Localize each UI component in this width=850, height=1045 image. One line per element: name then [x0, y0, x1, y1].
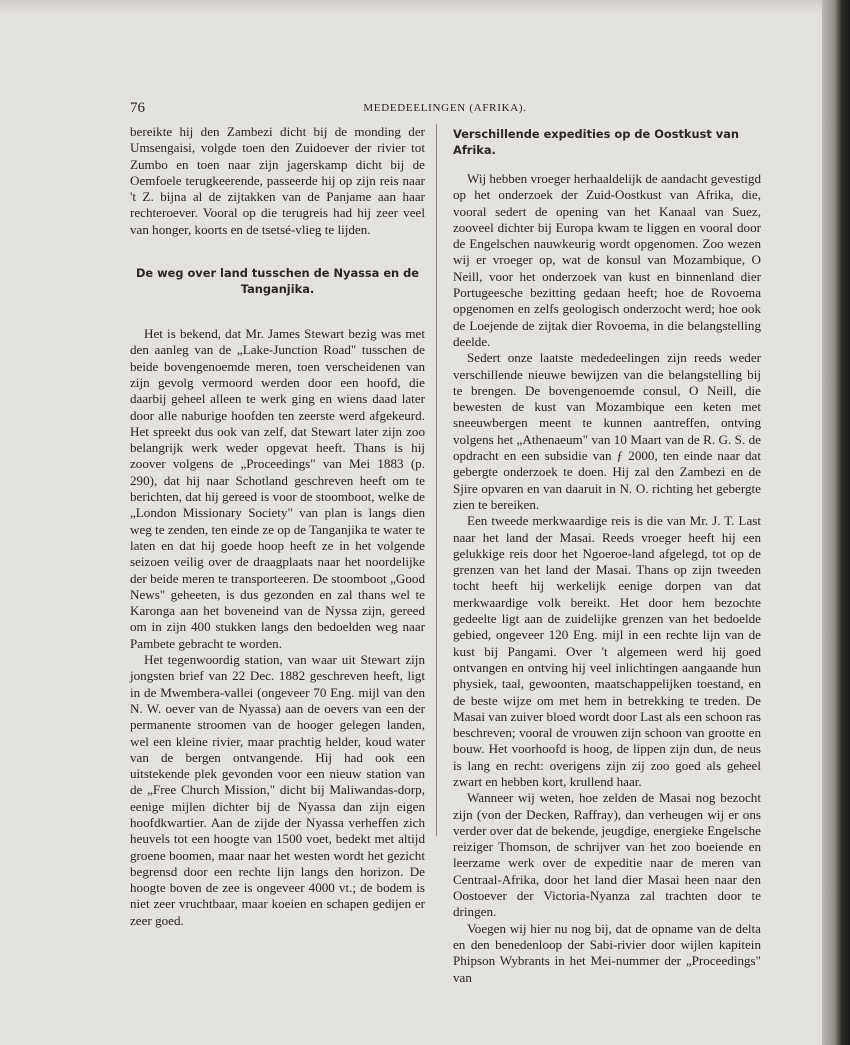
- left-intro-paragraph: bereikte hij den Zambezi dicht bij de monding der Umsengaisi, volgde toen den Zuidoever der rivier tot Zumbo en toen naar zijn jagerskamp dicht bij de Oemfoele terugkeerende, passeerde hij op zijn reis naar 't Z. bijna al de zijtakken van de Panjame aan haar rechteroever. Vooral op die terugreis had hij zeer veel van honger, koorts en de tsetsé-vlieg te lijden.: [130, 124, 425, 237]
- right-paragraph: Sedert onze laatste mededeelingen zijn reeds weder verschillende nieuwe bewijzen van die belangstelling bij te brengen. De bovengenoemde consul, O Neill, die bewesten de kust van Mozambique een keten met sneeuwbergen meent te kunnen aantreffen, ontving volgens het „Athenaeum" van 10 Maart van de R. G. S. de opdracht en een subsidie van ƒ 2000, ten einde naar dat gebergte onderzoek te doen. Hij zal den Zambezi en de Sjire opvaren en van daaruit in N. O. richting het gebergte zien te bereiken.: [453, 350, 761, 512]
- left-paragraph: Het is bekend, dat Mr. James Stewart bezig was met den aanleg van de „Lake-Junction Road" tusschen de beide bovengenoemde meren, toen verscheidenen van zijn gevolg vermoord werden door een hoofd, die daarbij geheel alleen te werk ging en wiens daad later door alle naburige hoofden ten zeerste werd afgekeurd. Het spreekt dus ook van zelf, dat Stewart later zijn zoo belangrijk werk weder opgevat heeft. Thans is hij zoover volgens de „Proceedings" van Mei 1883 (p. 290), dat hij naar Schotland geschreven heeft om te berichten, dat hij gereed is voor de stoomboot, welke de „London Missionary Society" van plan is langs dien weg te zenden, ten einde ze op de Tanganjika te water te laten en dat hij goede hoop heeft ze in het volgende seizoen veilig over de draagplaats naar het noordelijke der beide meren te transporteeren. De stoomboot „Good News" geheeten, is dus gezonden en zal thans wel te Karonga aan het boveneind van de Nyssa zijn, gereed om in zijn 400 stukken langs den bedoelden weg naar Pambete gebracht te worden.: [130, 326, 425, 651]
- page-number: 76: [130, 100, 145, 116]
- right-paragraph: Een tweede merkwaardige reis is die van Mr. J. T. Last naar het land der Masai. Reeds vroeger heeft hij een gelukkige reis door het Ngoeroe-land afgelegd, tot op de grenzen van het land der Masai. Thans op zijn tweeden tocht heeft hij werkelijk eenige dorpen van dat merkwaardige volk bereikt. Het door hem bezochte gedeelte ligt aan de zuidelijke grenzen van het bedoelde gebied, ongeveer 120 Eng. mijl in een rechte lijn van de kust bij Pangami. Over 't algemeen werd hij goed ontvangen en ontving hij veel inlichtingen aangaande hun physiek, taal, gewoonten, maatschappelijken toestand, en de beste wijze om met hem in betrekking te treden. De Masai van zuiver bloed wordt door Last als een schoon ras beschreven; vooral de vrouwen zijn schoon van grootte en bouw. Het voorhoofd is hoog, de lippen zijn dun, de neus is lang en recht: overigens zijn zij zoo goed als geheel zwart en hebben kort, krullend haar.: [453, 513, 761, 789]
- right-paragraph: Wij hebben vroeger herhaaldelijk de aandacht gevestigd op het onderzoek der Zuid-Oostkust van Afrika, die, vooral sedert de opening van het Kanaal van Suez, zooveel dichter bij Europa kwam te liggen en vooral door de Engelschen nauwkeurig wordt opgenomen. Zoo wezen wij er vroeger op, wat de konsul van Mozambique, O Neill, voor het onderzoek van kust en binnenland dier Portugeesche bezitting gedaan heeft; hoe de Rovoema opgenomen en zelfs geologisch onderzocht werd; hoe ook de Loejende de zijtak dier Rovoema, in die belangstelling deelde.: [453, 171, 761, 349]
- right-paragraph: Wanneer wij weten, hoe zelden de Masai nog bezocht zijn (von der Decken, Raffray), dan verheugen wij er ons verder over dat de bekende, jeugdige, energieke Engelsche reiziger Thomson, de schrijver van het zoo boeiende en leerzame werk over de expeditie naar de meren van Centraal-Afrika, door het land dier Masai heen naar den Oostoever der Victoria-Nyanza zal trachten door te dringen.: [453, 790, 761, 920]
- running-head: MEDEDEELINGEN (AFRIKA).: [363, 102, 527, 114]
- right-column: [453, 124, 761, 986]
- left-paragraph: Het tegenwoordig station, van waar uit Stewart zijn jongsten brief van 22 Dec. 1882 geschreven heeft, ligt in de Mwembera-vallei (ongeveer 70 Eng. mijl van den N. W. oever van de Nyassa) aan de oevers van een der permanente stroomen van de hooger gelegen landen, wel een kleine rivier, maar prachtig helder, koud water van de bergen ontvangende. Hij had ook een uitstekende plek gevonden voor een nieuw station van de „Free Church Mission," dicht bij Maliwandas-dorp, eenige mijlen dichter bij de Nyassa dan zijn eigen hoofdkwartier. Aan de zijde der Nyassa verheffen zich heuvels tot een hoogte van 1500 voet, bedekt met altijd groene boomen, maar naar het westen wordt het gezicht begrensd door een rechte lijn langs den horizon. De hoogte boven de zee is ongeveer 4000 vt.; de bodem is niet zeer vruchtbaar, maar koeien en schapen gedijen er zeer goed.: [130, 652, 425, 928]
- column-divider: [436, 124, 437, 836]
- book-spine-edge: [822, 0, 850, 1045]
- right-paragraph: Voegen wij hier nu nog bij, dat de opname van de delta en den benedenloop der Sabi-rivier door wijlen kapitein Phipson Wybrants in het Mei-nummer der „Proceedings" van: [453, 920, 761, 985]
- right-section-title: Verschillende expedities op de Oostkust van Afrika.: [453, 127, 740, 157]
- left-column: [130, 124, 425, 929]
- page-top-edge: [0, 0, 830, 14]
- left-section-title: De weg over land tusschen de Nyassa en de Tanganjika.: [135, 266, 420, 297]
